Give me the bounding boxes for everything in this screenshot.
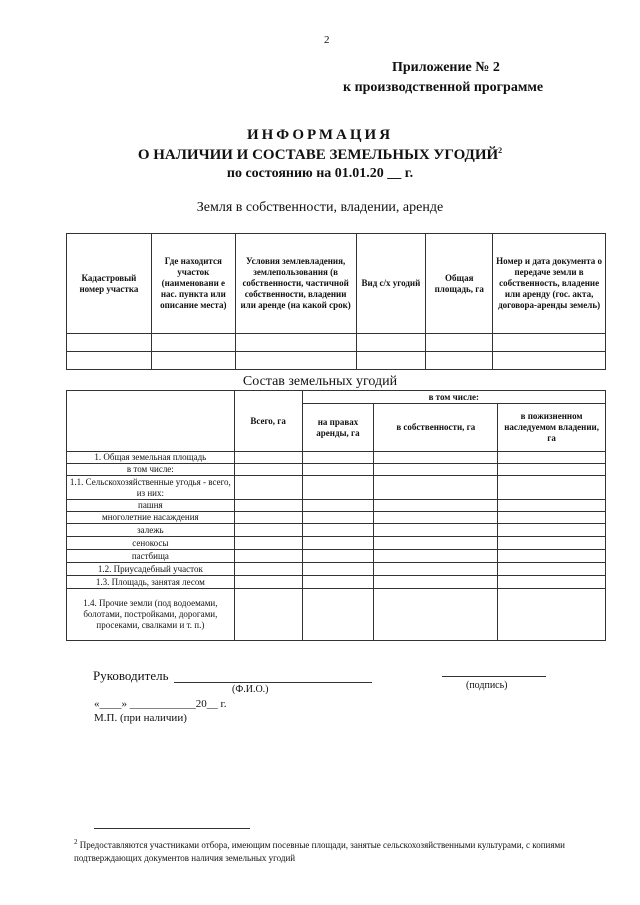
header-location: Где находится участок (наименовани е нас. пункта или описание места) — [151, 234, 235, 334]
table-row — [67, 452, 606, 464]
table-cell[interactable] — [426, 334, 493, 352]
footnote-separator — [94, 828, 250, 829]
header-document: Номер и дата документа о передаче земли в собственность, владение или аренду (гос. акта, договора-аренды земель) — [493, 234, 606, 334]
table-cell[interactable] — [498, 476, 606, 500]
table-cell[interactable] — [67, 334, 152, 352]
table-cell[interactable] — [151, 352, 235, 370]
footnote-mark: 2 — [74, 838, 78, 846]
row-label: залежь — [67, 524, 235, 537]
table-cell[interactable] — [498, 576, 606, 589]
footnote — [74, 836, 584, 865]
table-row — [67, 476, 606, 500]
header-total: Всего, га — [234, 391, 302, 452]
table-cell[interactable] — [234, 452, 302, 464]
table-cell[interactable] — [426, 352, 493, 370]
appendix-subtitle: к производственной программе — [343, 80, 544, 95]
table-cell[interactable] — [374, 464, 498, 476]
table-cell[interactable] — [235, 352, 356, 370]
table-cell[interactable] — [302, 464, 374, 476]
signature-line[interactable] — [442, 676, 546, 677]
header-own: в собственности, га — [374, 404, 498, 452]
table-cell[interactable] — [356, 334, 426, 352]
table-cell[interactable] — [234, 576, 302, 589]
row-label: пастбища — [67, 550, 235, 563]
table-cell[interactable] — [234, 500, 302, 512]
header-rent: на правах аренды, га — [302, 404, 374, 452]
doc-date: по состоянию на 01.01.20 __ г. — [226, 166, 414, 181]
table-cell[interactable] — [374, 524, 498, 537]
doc-title: ИНФОРМАЦИЯ — [246, 127, 394, 143]
header-conditions: Условия землевладения, землепользования (в собственности, частичной собственности, владении или аренде (на какой срок) — [235, 234, 356, 334]
page-number: 2 — [324, 34, 330, 46]
row-label: сенокосы — [67, 537, 235, 550]
table-cell[interactable] — [498, 537, 606, 550]
table-cell[interactable] — [493, 352, 606, 370]
row-label: 1.4. Прочие земли (под водоемами, болотами, постройками, дорогами, просеками, свалками и т. п.) — [67, 589, 235, 641]
doc-subtitle — [0, 146, 640, 164]
header-area: Общая площадь, га — [426, 234, 493, 334]
table-cell[interactable] — [302, 563, 374, 576]
row-label: многолетние насаждения — [67, 512, 235, 524]
row-label: 1. Общая земельная площадь — [67, 452, 235, 464]
table-cell[interactable] — [234, 512, 302, 524]
table-row — [67, 464, 606, 476]
table-cell[interactable] — [67, 352, 152, 370]
section-title-ownership: Земля в собственности, владении, аренде — [196, 200, 444, 215]
doc-subtitle-text: О НАЛИЧИИ И СОСТАВЕ ЗЕМЕЛЬНЫХ УГОДИЙ — [137, 147, 499, 163]
table-cell[interactable] — [234, 476, 302, 500]
row-label: 1.2. Приусадебный участок — [67, 563, 235, 576]
table-row — [67, 512, 606, 524]
table-cell[interactable] — [493, 334, 606, 352]
table-cell[interactable] — [374, 563, 498, 576]
table-cell[interactable] — [302, 512, 374, 524]
row-label: 1.1. Сельскохозяйственные угодья - всего, из них: — [67, 476, 235, 500]
head-name-line[interactable] — [174, 682, 372, 683]
table-cell[interactable] — [498, 500, 606, 512]
table-cell[interactable] — [374, 452, 498, 464]
date-field[interactable]: «____» ____________20__ г. — [94, 698, 227, 710]
table-row — [67, 537, 606, 550]
table-cell[interactable] — [498, 563, 606, 576]
table-cell[interactable] — [374, 537, 498, 550]
appendix-number: Приложение № 2 — [392, 60, 500, 75]
head-label: Руководитель — [93, 668, 169, 683]
table-row — [67, 589, 606, 641]
header-cadastral: Кадастровый номер участка — [67, 234, 152, 334]
table-cell[interactable] — [356, 352, 426, 370]
table-cell[interactable] — [234, 464, 302, 476]
table-cell[interactable] — [234, 550, 302, 563]
table-cell[interactable] — [234, 589, 302, 641]
fio-label: (Ф.И.О.) — [232, 684, 269, 695]
table-cell[interactable] — [302, 589, 374, 641]
table-row — [67, 563, 606, 576]
table-cell[interactable] — [302, 537, 374, 550]
table-cell[interactable] — [498, 512, 606, 524]
table-header-row — [67, 391, 606, 404]
table-cell[interactable] — [498, 589, 606, 641]
table-cell[interactable] — [498, 550, 606, 563]
signature-label: (подпись) — [466, 680, 508, 691]
table-cell[interactable] — [234, 524, 302, 537]
table-cell[interactable] — [302, 452, 374, 464]
table-cell[interactable] — [498, 452, 606, 464]
table-row — [67, 550, 606, 563]
row-label: пашня — [67, 500, 235, 512]
table-row — [67, 524, 606, 537]
table-cell[interactable] — [302, 476, 374, 500]
table-cell[interactable] — [374, 500, 498, 512]
table-cell[interactable] — [374, 589, 498, 641]
table-cell[interactable] — [374, 576, 498, 589]
table-cell[interactable] — [302, 524, 374, 537]
header-blank — [67, 391, 235, 452]
header-including: в том числе: — [302, 391, 605, 404]
table-cell[interactable] — [235, 334, 356, 352]
table-row — [67, 352, 606, 370]
table-cell[interactable] — [374, 550, 498, 563]
table-row — [67, 500, 606, 512]
table-cell[interactable] — [234, 537, 302, 550]
footnote-ref: 2 — [498, 146, 503, 155]
land-ownership-table — [66, 233, 606, 370]
table-cell[interactable] — [302, 576, 374, 589]
header-land-type: Вид с/х угодий — [356, 234, 426, 334]
table-cell[interactable] — [302, 550, 374, 563]
section-title-composition: Состав земельных угодий — [242, 374, 398, 389]
table-cell[interactable] — [498, 464, 606, 476]
table-cell[interactable] — [234, 563, 302, 576]
row-label: в том числе: — [67, 464, 235, 476]
stamp-label: М.П. (при наличии) — [94, 712, 187, 724]
table-cell[interactable] — [498, 524, 606, 537]
footnote-text: Предоставляются участниками отбора, имеющим посевные площади, занятые сельскохозяйственными культурами, с копиями подтверждающих документов наличия земельных угодий — [74, 840, 565, 863]
table-row — [67, 334, 606, 352]
table-cell[interactable] — [374, 512, 498, 524]
header-lifetime: в пожизненном наследуемом владении, га — [498, 404, 606, 452]
table-header-row — [67, 234, 606, 334]
table-cell[interactable] — [151, 334, 235, 352]
land-composition-table — [66, 390, 606, 641]
table-cell[interactable] — [302, 500, 374, 512]
table-row — [67, 576, 606, 589]
row-label: 1.3. Площадь, занятая лесом — [67, 576, 235, 589]
table-cell[interactable] — [374, 476, 498, 500]
